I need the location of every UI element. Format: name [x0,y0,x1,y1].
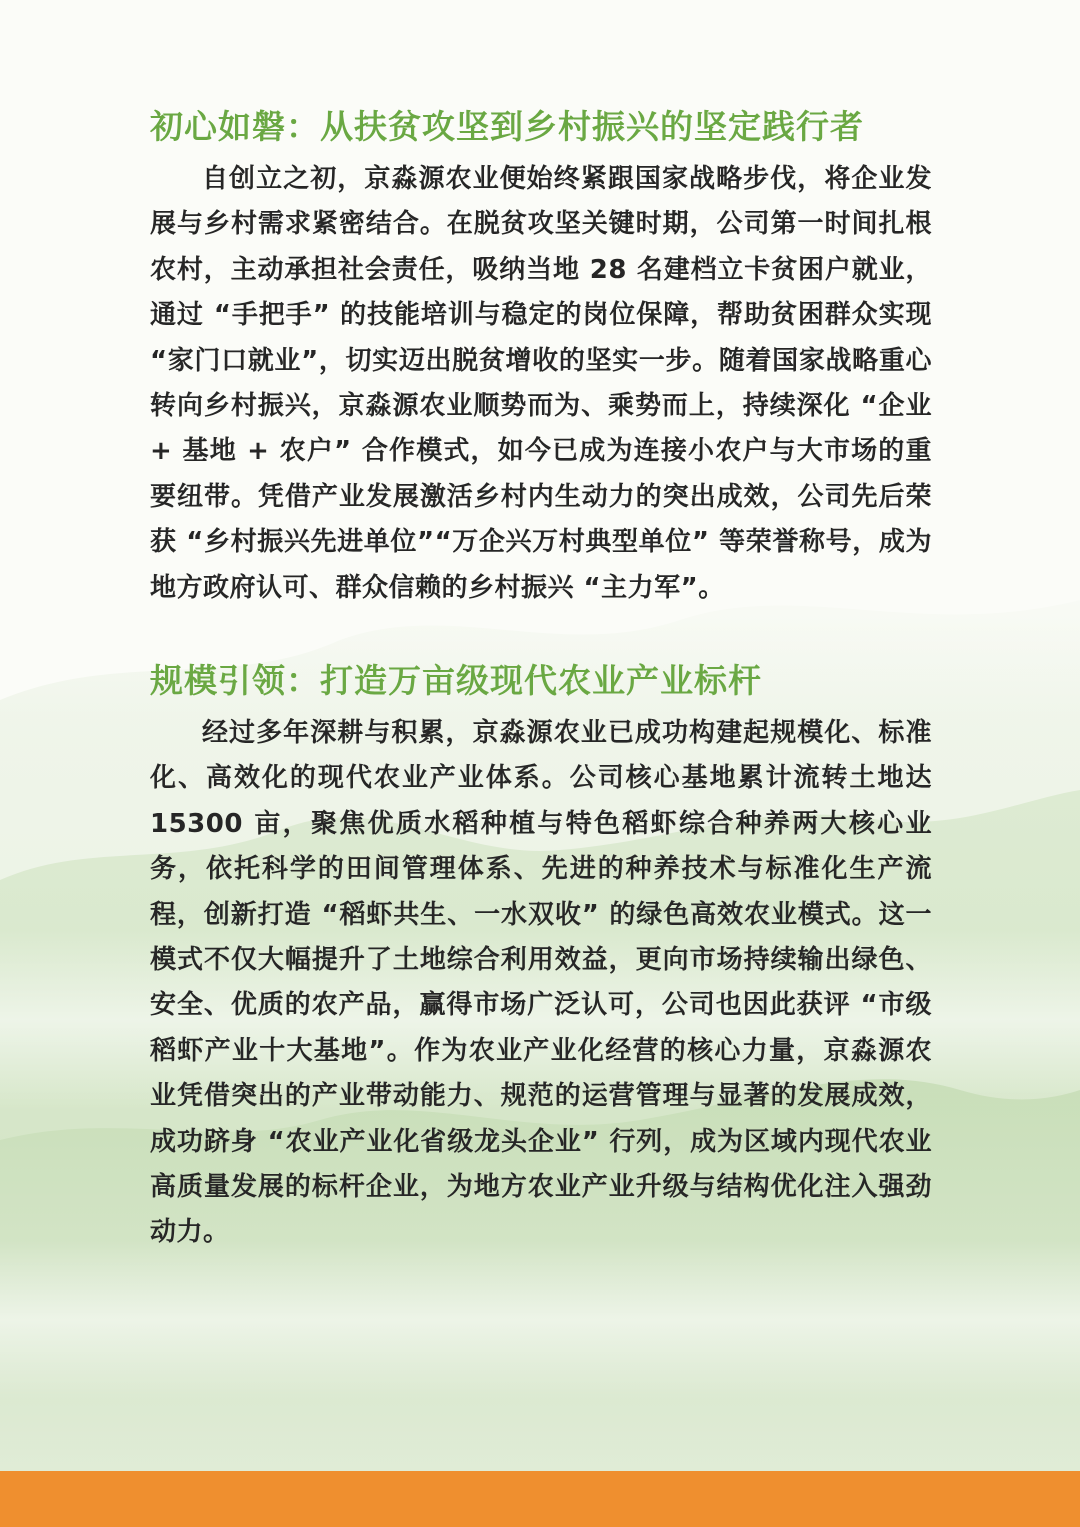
section-body: 自创立之初，京淼源农业便始终紧跟国家战略步伐，将企业发展与乡村需求紧密结合。在脱贫攻坚关键时期，公司第一时间扎根农村，主动承担社会责任，吸纳当地 28 名建档立卡贫困户就业，通过 “手把手” 的技能培训与稳定的岗位保障，帮助贫困群众实现 “家门口就业”，切实迈出脱贫增收的坚实一步。随着国家战略重心转向乡村振兴，京淼源农业顺势而为、乘势而上，持续深化 “企业 + 基地 + 农户” 合作模式，如今已成为连接小农户与大市场的重要纽带。凭借产业发展激活乡村内生动力的突出成效，公司先后荣获 “乡村振兴先进单位”“万企兴万村典型单位” 等荣誉称号，成为地方政府认可、群众信赖的乡村振兴 “主力军”。 [150,164,932,603]
section-scale-leadership [150,657,932,1256]
section-heading: 初心如磐：从扶贫攻坚到乡村振兴的坚定践行者 [150,107,864,146]
section-poverty-to-revitalization [150,103,932,611]
footer-bar [0,1471,1080,1527]
section-heading: 规模引领：打造万亩级现代农业产业标杆 [150,661,762,700]
section-body: 经过多年深耕与积累，京淼源农业已成功构建起规模化、标准化、高效化的现代农业产业体系。公司核心基地累计流转土地达 15300 亩，聚焦优质水稻种植与特色稻虾综合种养两大核心业务，依托科学的田间管理体系、先进的种养技术与标准化生产流程，创新打造 “稻虾共生、一水双收” 的绿色高效农业模式。这一模式不仅大幅提升了土地综合利用效益，更向市场持续输出绿色、安全、优质的农产品，赢得市场广泛认可，公司也因此获评 “市级稻虾产业十大基地”。作为农业产业化经营的核心力量，京淼源农业凭借突出的产业带动能力、规范的运营管理与显著的发展成效，成功跻身 “农业产业化省级龙头企业” 行列，成为区域内现代农业高质量发展的标杆企业，为地方农业产业升级与结构优化注入强劲动力。 [150,718,932,1248]
